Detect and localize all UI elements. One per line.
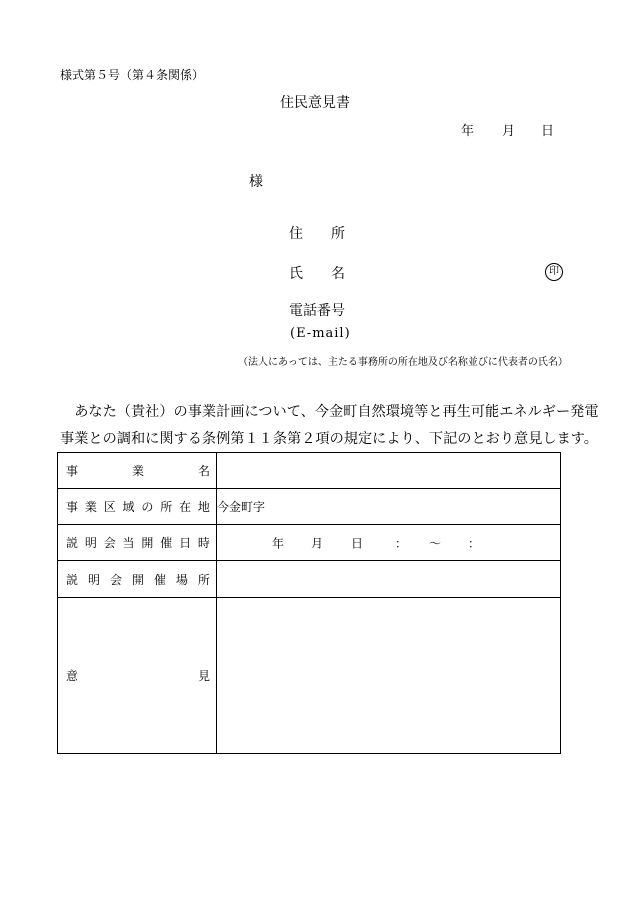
label-char: 意	[66, 669, 79, 683]
label-char: 催	[160, 536, 173, 550]
label-char: 見	[197, 669, 210, 683]
label-char: 開	[141, 536, 154, 550]
date-month-label: 月	[502, 124, 516, 139]
opinion-label	[58, 598, 217, 754]
body-text-line-1: あなた（貴社）の事業計画について、今金町自然環境等と再生可能エネルギー発電	[60, 404, 599, 420]
label-char: 明	[84, 536, 97, 550]
label-char: 日	[179, 536, 192, 550]
opinion-field[interactable]	[217, 598, 561, 754]
label-char: 会	[103, 536, 116, 550]
date-year-label: 年	[461, 124, 475, 139]
table-row	[58, 561, 561, 598]
datetime-day-label: 日	[351, 536, 364, 550]
form-number: 様式第５号（第４条関係）	[60, 68, 205, 82]
label-char: 所	[197, 572, 210, 587]
table-row	[58, 525, 561, 561]
label-char: 場	[175, 572, 188, 587]
label-char: 在	[179, 500, 192, 514]
opinion-form-table	[57, 452, 561, 754]
label-char: 会	[109, 572, 122, 587]
table-row	[58, 598, 561, 754]
label-char: 説	[66, 536, 79, 550]
label-char: 名	[197, 464, 210, 478]
label-char: 開	[131, 572, 144, 587]
project-name-label	[58, 453, 217, 489]
meeting-venue-label	[58, 561, 217, 598]
datetime-colon-start: ：	[395, 536, 408, 550]
datetime-colon-end: ：	[468, 536, 481, 550]
date-day-label: 日	[541, 124, 555, 139]
label-char: 催	[153, 572, 166, 587]
label-char: 域	[122, 500, 135, 514]
datetime-tilde: ～	[429, 536, 442, 550]
meeting-datetime-label	[58, 525, 217, 561]
addressee-label: 様	[249, 174, 263, 190]
meeting-datetime-field[interactable]	[217, 525, 561, 561]
datetime-year-label: 年	[272, 536, 285, 550]
datetime-month-label: 月	[311, 536, 324, 550]
table-row	[58, 489, 561, 525]
meeting-venue-field[interactable]	[217, 561, 561, 598]
label-char: 事	[66, 500, 79, 514]
phone-label: 電話番号	[289, 303, 345, 319]
label-char: 時	[197, 536, 210, 550]
label-char: 地	[197, 500, 210, 514]
table-row	[58, 453, 561, 489]
label-char: 当	[122, 536, 135, 550]
label-char: 事	[66, 464, 79, 478]
label-char: 所	[160, 500, 173, 514]
label-char: 業	[84, 500, 97, 514]
label-char: 区	[103, 500, 116, 514]
label-char: 説	[66, 572, 79, 587]
label-char: の	[141, 500, 154, 514]
seal-mark: 印	[545, 263, 563, 281]
project-location-label	[58, 489, 217, 525]
name-label-2: 名	[331, 266, 345, 282]
body-text-line-2: 事業との調和に関する条例第１１条第２項の規定により、下記のとおり意見します。	[60, 431, 598, 447]
address-label-2: 所	[331, 226, 345, 242]
project-location-field[interactable]: 今金町字	[217, 489, 561, 525]
email-label: (E-mail)	[290, 326, 351, 341]
project-name-field[interactable]	[217, 453, 561, 489]
label-char: 業	[131, 464, 144, 478]
name-label-1: 氏	[289, 266, 303, 282]
document-title: 住民意見書	[280, 95, 350, 111]
label-char: 明	[87, 572, 100, 587]
corporate-note: （法人にあっては、主たる事務所の所在地及び名称並びに代表者の氏名）	[238, 357, 568, 368]
address-label-1: 住	[289, 226, 303, 242]
